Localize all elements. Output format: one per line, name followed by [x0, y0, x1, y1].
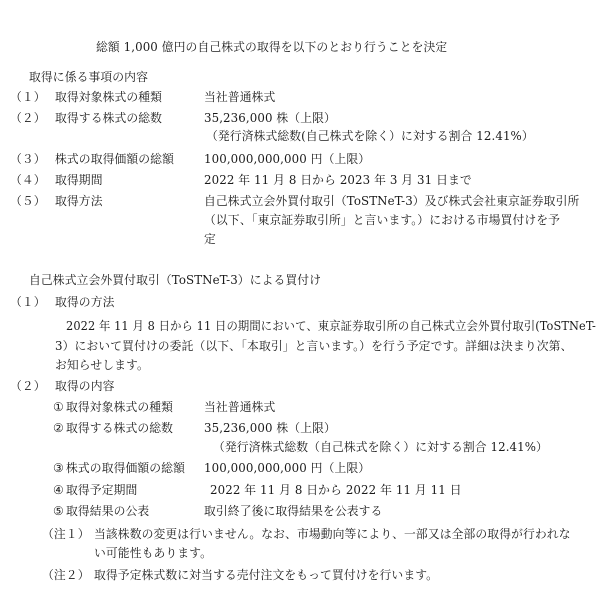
sub2-item4-value: 2022 年 11 月 8 日から 2022 年 11 月 11 日 [210, 483, 462, 497]
sub1-num: （１） [10, 295, 46, 309]
sub2-item2-value: 35,236,000 株（上限） [204, 421, 336, 435]
item5-value: 自己株式立会外買付取引（ToSTNeT-3）及び株式会社東京証券取引所 [204, 194, 580, 208]
item1-value: 当社普通株式 [204, 90, 276, 104]
item2-num: （２） [10, 111, 46, 125]
sub2-item5-label: 取得結果の公表 [66, 504, 150, 518]
sub2-item1-num: ① [53, 400, 64, 414]
item1-num: （１） [10, 90, 46, 104]
sub2-item2-num: ② [53, 421, 64, 435]
sub1-label: 取得の方法 [55, 295, 115, 309]
sub2-item3-label: 株式の取得価額の総額 [66, 461, 185, 475]
note1-line1: 当該株数の変更は行いません。なお、市場動向等により、一部又は全部の取得が行われな [94, 527, 571, 541]
sub1-text-line3: お知らせします。 [55, 358, 149, 372]
item5-value-line2: （以下、「東京証券取引所」と言います。）における市場買付けを予 [204, 213, 561, 227]
sub2-item2-note: （発行済株式総数（自己株式を除く）に対する割合 12.41%） [213, 440, 548, 454]
note1-num: （注１） [42, 527, 90, 541]
sub2-item1-value: 当社普通株式 [204, 400, 276, 414]
sub2-item2-label: 取得する株式の総数 [66, 421, 174, 435]
item5-value-line3: 定 [204, 232, 216, 246]
section1-heading: 取得に係る事項の内容 [29, 70, 148, 84]
note2-num: （注２） [42, 568, 90, 582]
sub2-item5-value: 取引終了後に取得結果を公表する [204, 504, 383, 518]
sub2-item1-label: 取得対象株式の種類 [66, 400, 174, 414]
sub2-num: （２） [10, 379, 46, 393]
item4-value: 2022 年 11 月 8 日から 2023 年 3 月 31 日まで [204, 173, 472, 187]
sub1-text-line1: 2022 年 11 月 8 日から 11 日の期間において、東京証券取引所の自己株式立会外買付取引(ToSTNeT- [66, 319, 596, 333]
sub2-item5-num: ⑤ [53, 504, 64, 518]
sub1-text-line2: 3）において買付けの委託（以下、「本取引」と言います。）を行う予定です。詳細は決まり次第、 [55, 339, 573, 353]
item2-value: 35,236,000 株（上限） [204, 111, 336, 125]
page-title: 総額 1,000 億円の自己株式の取得を以下のとおり行うことを決定 [96, 40, 448, 54]
note1-line2: い可能性もあります。 [94, 546, 213, 560]
item3-value: 100,000,000,000 円（上限） [204, 152, 371, 166]
sub2-item4-label: 取得予定期間 [66, 483, 138, 497]
note2-line1: 取得予定株式数に対当する売付注文をもって買付けを行います。 [94, 568, 439, 582]
item2-label: 取得する株式の総数 [55, 111, 163, 125]
item4-num: （４） [10, 173, 46, 187]
item4-label: 取得期間 [55, 173, 103, 187]
item3-label: 株式の取得価額の総額 [55, 152, 174, 166]
item5-num: （５） [10, 194, 46, 208]
sub2-item3-value: 100,000,000,000 円（上限） [204, 461, 371, 475]
item3-num: （３） [10, 152, 46, 166]
sub2-label: 取得の内容 [55, 379, 115, 393]
item2-note: （発行済株式総数(自己株式を除く）に対する割合 12.41%） [206, 129, 534, 143]
item1-label: 取得対象株式の種類 [55, 90, 163, 104]
section2-heading: 自己株式立会外買付取引（ToSTNeT-3）による買付け [29, 273, 322, 287]
item5-label: 取得方法 [55, 194, 103, 208]
sub2-item3-num: ③ [53, 461, 64, 475]
sub2-item4-num: ④ [53, 483, 64, 497]
